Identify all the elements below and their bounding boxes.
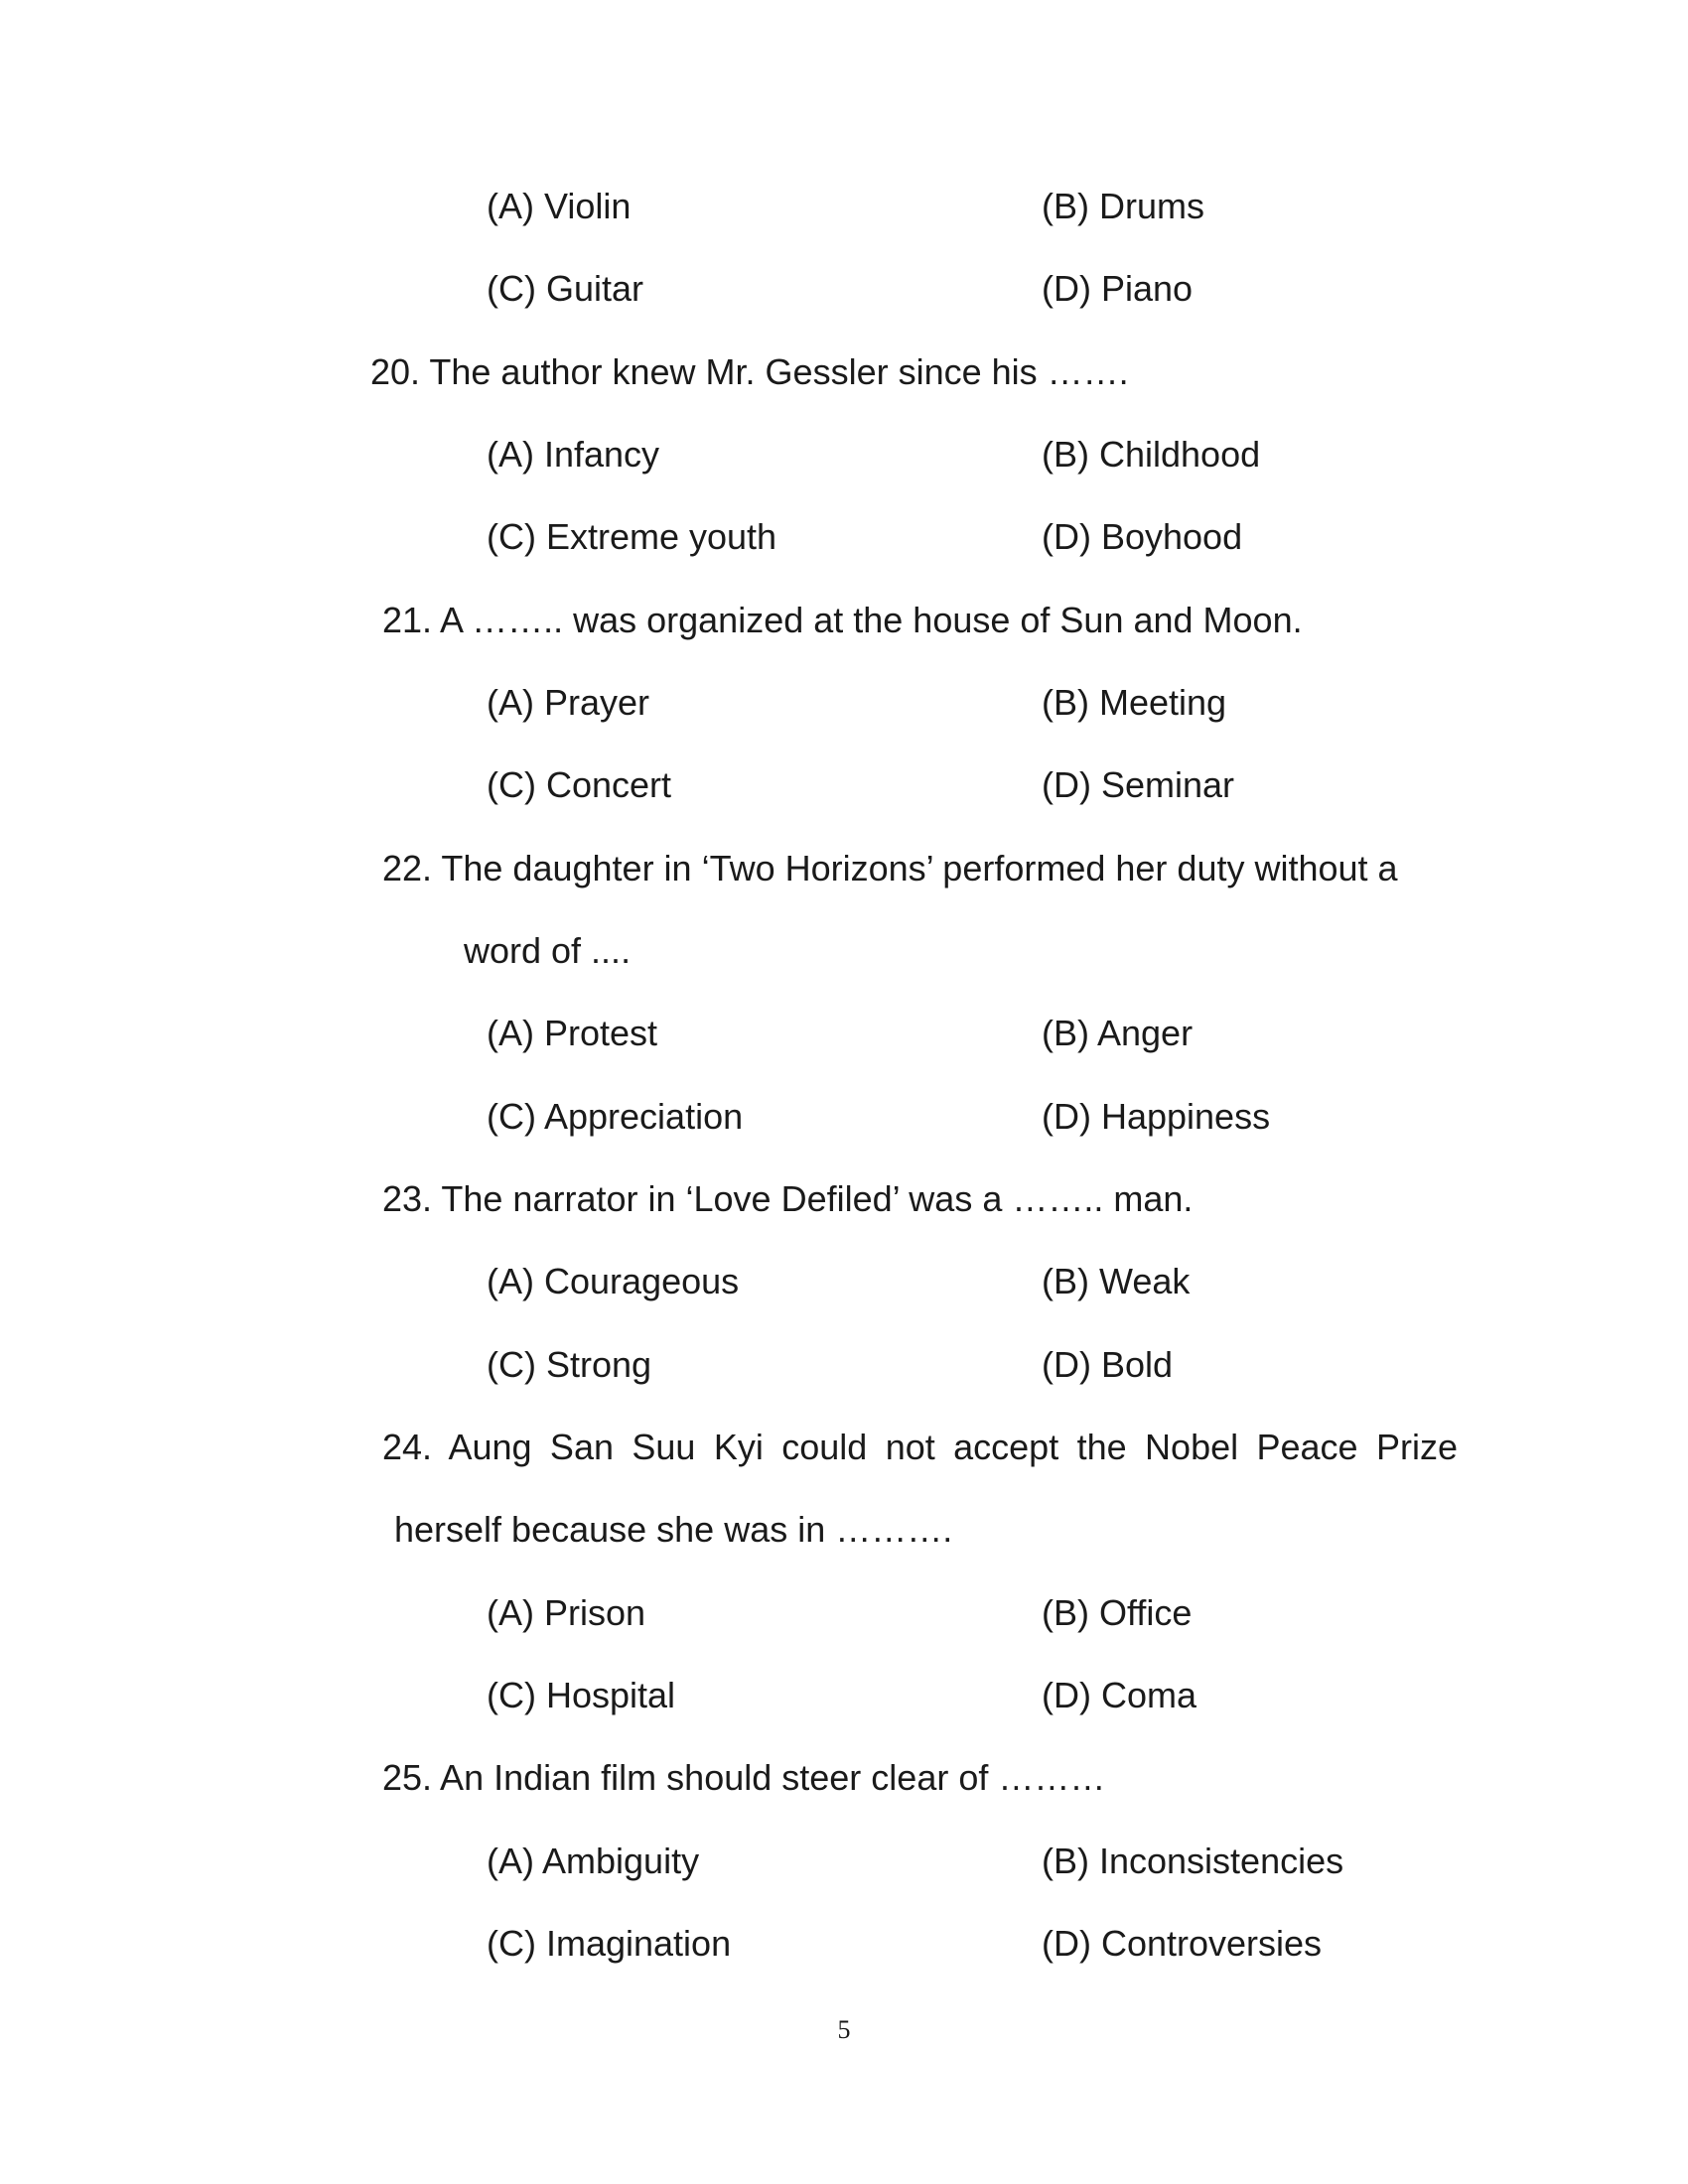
q20-option-d: (D) Boyhood: [1042, 516, 1243, 557]
q20-option-c: (C) Extreme youth: [487, 516, 777, 557]
q21-stem: 21. A …….. was organized at the house of Sun and Moon.: [382, 600, 1303, 640]
page-number: 5: [837, 2015, 851, 2044]
q23-stem: 23. The narrator in ‘Love Defiled’ was a …….. man.: [382, 1178, 1194, 1219]
q21-option-b: (B) Meeting: [1042, 682, 1227, 723]
q25-option-c: (C) Imagination: [487, 1923, 732, 1964]
q23-option-c: (C) Strong: [487, 1344, 652, 1385]
q25-option-a: (A) Ambiguity: [487, 1841, 700, 1881]
q23-option-a: (A) Courageous: [487, 1261, 740, 1301]
q21-option-a: (A) Prayer: [487, 682, 650, 723]
q22-option-d: (D) Happiness: [1042, 1096, 1271, 1137]
q19-option-a: (A) Violin: [487, 186, 632, 226]
q24-option-c: (C) Hospital: [487, 1675, 676, 1715]
q20-stem: 20. The author knew Mr. Gessler since his …….: [370, 351, 1129, 392]
q22-stem-line1: 22. The daughter in ‘Two Horizons’ performed her duty without a: [382, 848, 1398, 888]
q25-option-b: (B) Inconsistencies: [1042, 1841, 1344, 1881]
q24-option-b: (B) Office: [1042, 1592, 1193, 1633]
q23-option-d: (D) Bold: [1042, 1344, 1174, 1385]
q22-stem-line2: word of ....: [464, 930, 632, 971]
q20-option-a: (A) Infancy: [487, 434, 660, 475]
q21-option-d: (D) Seminar: [1042, 764, 1235, 805]
q23-option-b: (B) Weak: [1042, 1261, 1191, 1301]
q24-stem-line2: herself because she was in ……….: [394, 1509, 953, 1550]
q21-option-c: (C) Concert: [487, 764, 672, 805]
q24-option-a: (A) Prison: [487, 1592, 646, 1633]
q25-stem: 25. An Indian film should steer clear of ………: [382, 1757, 1106, 1798]
q25-option-d: (D) Controversies: [1042, 1923, 1323, 1964]
q19-option-b: (B) Drums: [1042, 186, 1204, 226]
q19-option-c: (C) Guitar: [487, 268, 644, 309]
q19-option-d: (D) Piano: [1042, 268, 1194, 309]
q22-option-c: (C) Appreciation: [487, 1096, 744, 1137]
q22-option-a: (A) Protest: [487, 1013, 658, 1053]
q22-option-b: (B) Anger: [1042, 1013, 1194, 1053]
q20-option-b: (B) Childhood: [1042, 434, 1261, 475]
q24-option-d: (D) Coma: [1042, 1675, 1197, 1715]
q24-stem-line1: 24. Aung San Suu Kyi could not accept the Nobel Peace Prize: [382, 1427, 1458, 1467]
